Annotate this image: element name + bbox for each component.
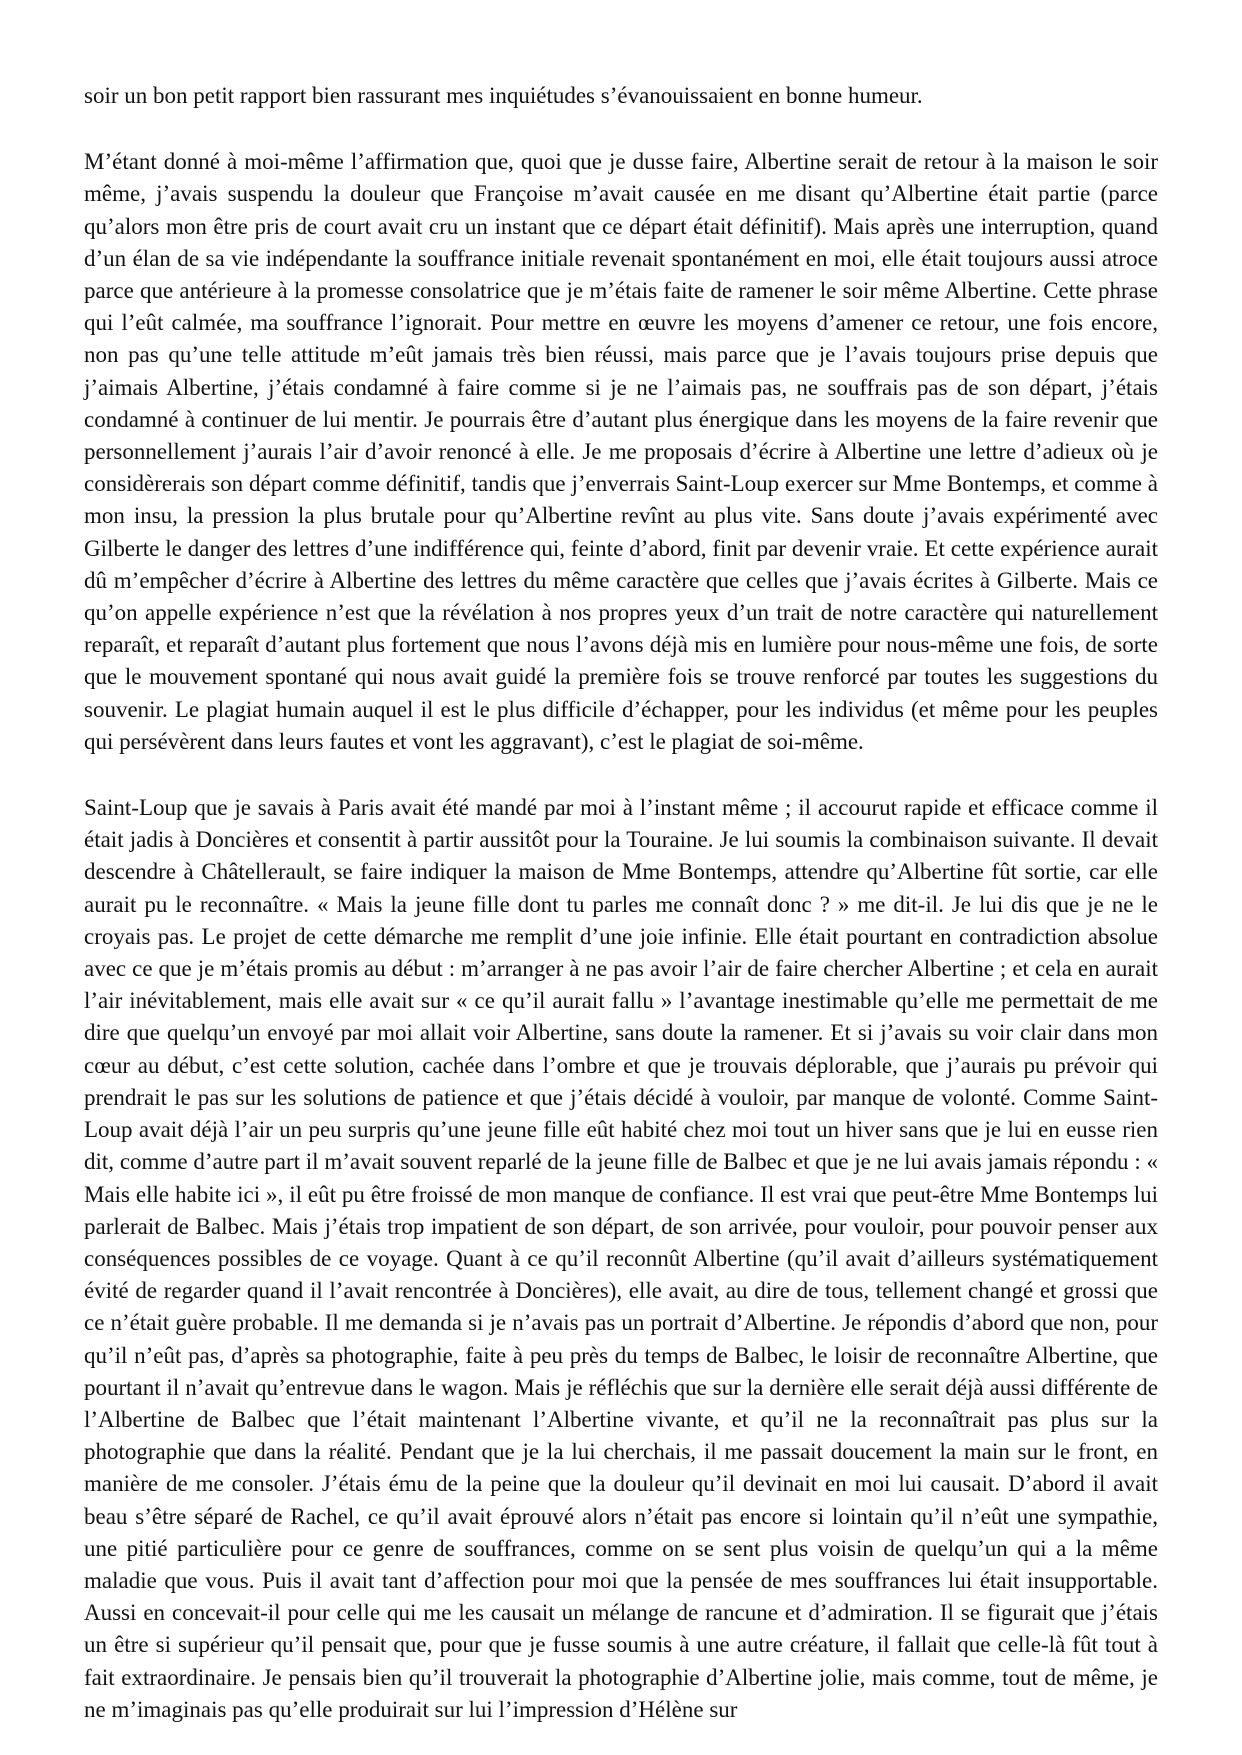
paragraph: Saint-Loup que je savais à Paris avait été mandé par moi à l’instant même ; il accourut rapide et efficace comme il était jadis à Doncières et consentit à partir aussitôt pour la Touraine. Je lui soumis la combinaison suivante. Il devait descendre à Châtellerault, se faire indiquer la maison de Mme Bontemps, attendre qu’Albertine fût sortie, car elle aurait pu le reconnaître. « Mais la jeune fille dont tu parles me connaît donc ? » me dit-il. Je lui dis que je ne le croyais pas. Le projet de cette démarche me remplit d’une joie infinie. Elle était pourtant en contradiction absolue avec ce que je m’étais promis au début : m’arranger à ne pas avoir l’air de faire chercher Albertine ; et cela en aurait l’air inévitablement, mais elle avait sur « ce qu’il aurait fallu » l’avantage inestimable qu’elle me permettait de me dire que quelqu’un envoyé par moi allait voir Albertine, sans doute la ramener. Et si j’avais su voir clair dans mon cœur au début, c’est cette solution, cachée dans l’ombre et que je trouvais déplorable, que j’aurais pu prévoir qui prendrait le pas sur les solutions de patience et que j’étais décidé à vouloir, par manque de volonté. Comme Saint-Loup avait déjà l’air un peu surpris qu’une jeune fille eût habité chez moi tout un hiver sans que je lui en eusse rien dit, comme d’autre part il m’avait souvent reparlé de la jeune fille de Balbec et que je ne lui avais jamais répondu : « Mais elle habite ici », il eût pu être froissé de mon manque de confiance. Il est vrai que peut-être Mme Bontemps lui parlerait de Balbec. Mais j’étais trop impatient de son départ, de son arrivée, pour vouloir, pour pouvoir penser aux conséquences possibles de ce voyage. Quant à ce qu’il reconnût Albertine (qu’il avait d’ailleurs systématiquement évité de regarder quand il l’avait rencontrée à Doncières), elle avait, au dire de tous, tellement changé et grossi que ce n’était guère probable. Il me demanda si je n’avais pas un portrait d’Albertine. Je répondis d’abord que non, pour qu’il n’eût pas, d’après sa photographie, faite à peu près du temps de Balbec, le loisir de reconnaître Albertine, que pourtant il n’avait qu’entrevue dans le wagon. Mais je réfléchis que sur la dernière elle serait déjà aussi différente de l’Albertine de Balbec que l’était maintenant l’Albertine vivante, et qu’il ne la reconnaîtrait pas plus sur la photographie que dans la réalité. Pendant que je la lui cherchais, il me passait doucement la main sur le front, en manière de me consoler. J’étais ému de la peine que la douleur qu’il devinait en moi lui causait. D’abord il avait beau s’être séparé de Rachel, ce qu’il avait éprouvé alors n’était pas encore si lointain qu’il n’eût une sympathie, une pitié particulière pour ce genre de souffrances, comme on se sent plus voisin de quelqu’un qui a la même maladie que vous. Puis il avait tant d’affection pour moi que la pensée de mes souffrances lui était insupportable. Aussi en concevait-il pour celle qui me les causait un mélange de rancune et d’admiration. Il se figurait que j’étais un être si supérieur qu’il pensait que, pour que je fusse soumis à une autre créature, il fallait que celle-là fût tout à fait extraordinaire. Je pensais bien qu’il trouverait la photographie d’Albertine jolie, mais comme, tout de même, je ne m’imaginais pas qu’elle produirait sur lui l’impression d’Hélène sur [84,795,1158,1722]
text-body [84,80,1158,1726]
paragraph: soir un bon petit rapport bien rassurant mes inquiétudes s’évanouissaient en bonne humeur. [84,83,923,108]
paragraph: M’étant donné à moi-même l’affirmation que, quoi que je dusse faire, Albertine serait de retour à la maison le soir même, j’avais suspendu la douleur que Françoise m’avait causée en me disant qu’Albertine était partie (parce qu’alors mon être pris de court avait cru un instant que ce départ était définitif). Mais après une interruption, quand d’un élan de sa vie indépendante la souffrance initiale revenait spontanément en moi, elle était toujours aussi atroce parce que antérieure à la promesse consolatrice que je m’étais faite de ramener le soir même Albertine. Cette phrase qui l’eût calmée, ma souffrance l’ignorait. Pour mettre en œuvre les moyens d’amener ce retour, une fois encore, non pas qu’une telle attitude m’eût jamais très bien réussi, mais parce que je l’avais toujours prise depuis que j’aimais Albertine, j’étais condamné à faire comme si je ne l’aimais pas, ne souffrais pas de son départ, j’étais condamné à continuer de lui mentir. Je pourrais être d’autant plus énergique dans les moyens de la faire revenir que personnellement j’aurais l’air d’avoir renoncé à elle. Je me proposais d’écrire à Albertine une lettre d’adieux où je considèrerais son départ comme définitif, tandis que j’enverrais Saint-Loup exercer sur Mme Bontemps, et comme à mon insu, la pression la plus brutale pour qu’Albertine revînt au plus vite. Sans doute j’avais expérimenté avec Gilberte le danger des lettres d’une indifférence qui, feinte d’abord, finit par devenir vraie. Et cette expérience aurait dû m’empêcher d’écrire à Albertine des lettres du même caractère que celles que j’avais écrites à Gilberte. Mais ce qu’on appelle expérience n’est que la révélation à nos propres yeux d’un trait de notre caractère qui naturellement reparaît, et reparaît d’autant plus fortement que nous l’avons déjà mis en lumière pour nous-même une fois, de sorte que le mouvement spontané qui nous avait guidé la première fois se trouve renforcé par toutes les suggestions du souvenir. Le plagiat humain auquel il est le plus difficile d’échapper, pour les individus (et même pour les peuples qui persévèrent dans leurs fautes et vont les aggravant), c’est le plagiat de soi-même. [84,149,1158,754]
